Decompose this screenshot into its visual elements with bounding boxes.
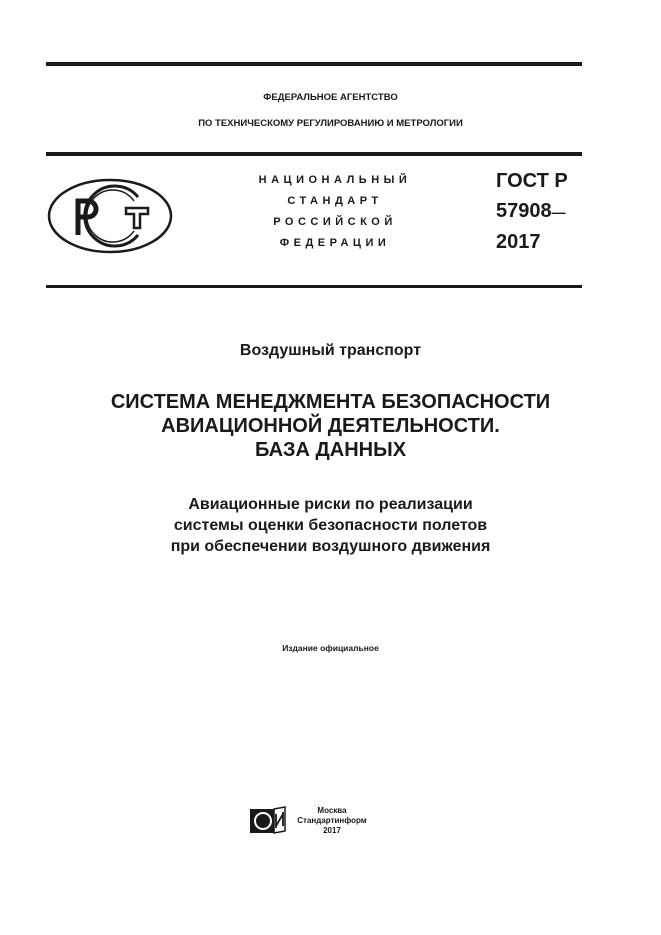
gost-designation [496,166,568,257]
edition-label: Издание официальное [282,643,379,653]
subject-title: Воздушный транспорт [239,342,422,359]
gost-prefix: ГОСТ Р [496,170,568,192]
agency-line-2: ПО ТЕХНИЧЕСКОМУ РЕГУЛИРОВАНИЮ И МЕТРОЛОГИИ [198,118,463,129]
main-title-line: АВИАЦИОННОЙ ДЕЯТЕЛЬНОСТИ. [161,415,500,437]
agency-line-1: ФЕДЕРАЛЬНОЕ АГЕНТСТВО [263,92,398,103]
subtitle-line: системы оценки безопасности полетов [173,517,488,534]
main-title-line: БАЗА ДАННЫХ [254,439,407,461]
gost-number: 57908 [496,200,552,222]
publisher-name: Стандартинформ [297,816,367,825]
gost-dash: — [551,204,566,220]
standartinform-logo-icon [249,806,287,836]
national-standard-label [225,170,445,254]
national-line: ФЕДЕРАЦИИ [279,237,391,249]
publisher-city: Москва [317,806,347,815]
gost-year: 2017 [496,231,541,253]
national-line: СТАНДАРТ [287,195,383,207]
main-title-line: СИСТЕМА МЕНЕДЖМЕНТА БЕЗОПАСНОСТИ [110,391,551,413]
subtitle-line: Авиационные риски по реализации [188,496,473,513]
national-line: НАЦИОНАЛЬНЫЙ [258,174,412,186]
rst-logo-icon [46,177,174,255]
top-rule [46,62,582,66]
national-line: РОССИЙСКОЙ [273,216,397,228]
publisher-info [292,806,372,836]
main-title [0,390,661,462]
subtitle [0,494,661,557]
title-rule [46,285,582,288]
publisher-year: 2017 [323,826,341,835]
header-rule [46,152,582,156]
subtitle-line: при обеспечении воздушного движения [170,538,491,555]
